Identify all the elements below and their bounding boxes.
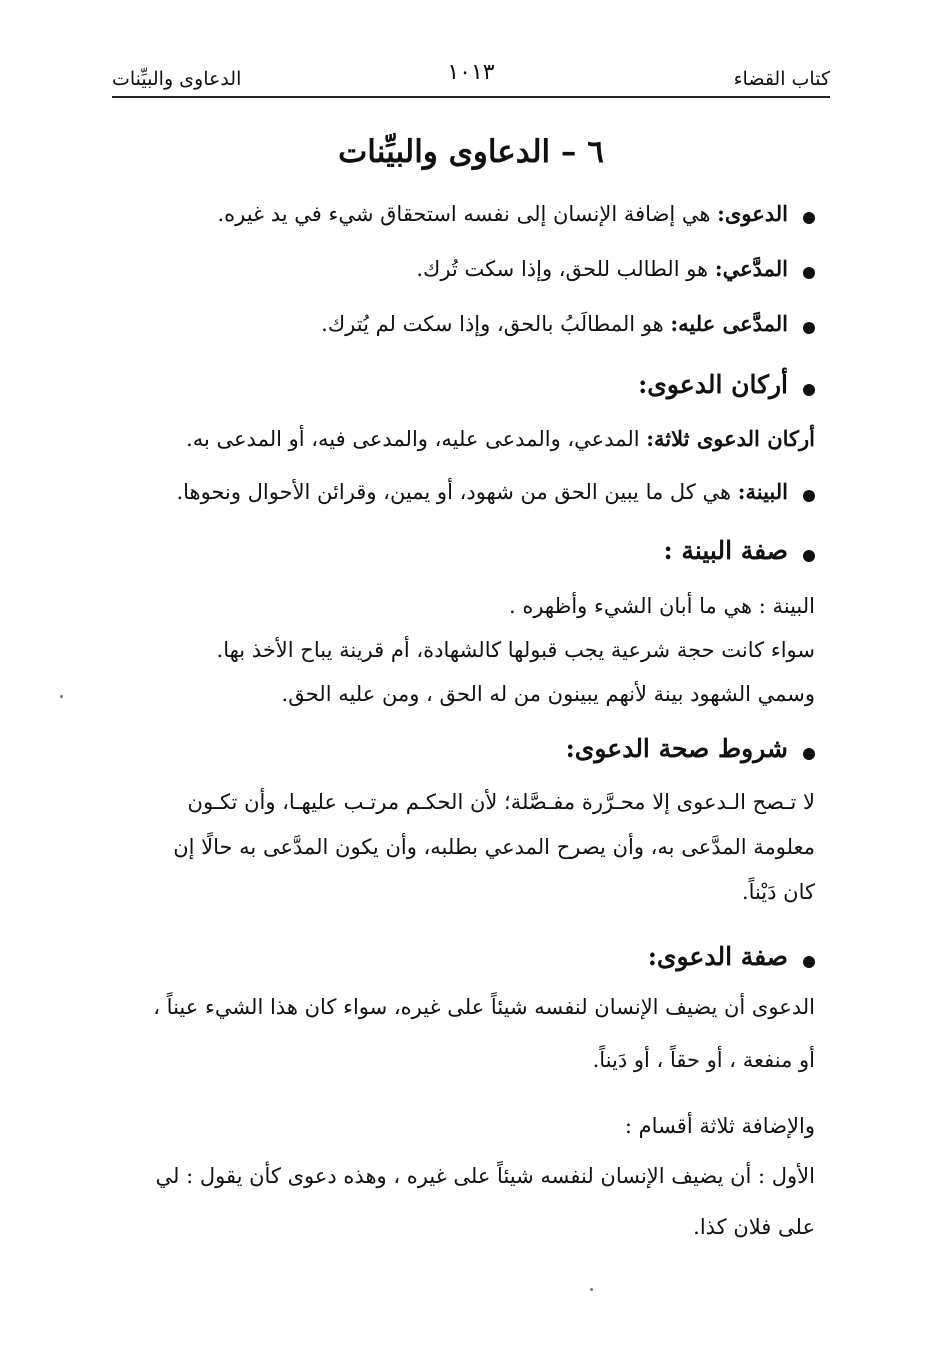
page-number: ١٠١٣ <box>447 60 495 85</box>
definition-text: هو الطالب للحق، وإذا سكت تُرك. <box>416 257 715 281</box>
definition-term: المدَّعي: <box>714 256 788 281</box>
definition-term: الدعوى: <box>717 201 788 226</box>
definition-claim <box>217 201 815 226</box>
evidence-nature-heading: صفة البينة : <box>663 536 815 565</box>
definition-defendant <box>321 311 815 336</box>
validity-line: معلومة المدَّعى به، وأن يصرح المدعي بطلبه، وأن يكون المدَّعى به حالًا إن <box>173 835 815 859</box>
section-title: ٦ – الدعاوى والبيِّنات <box>338 134 604 170</box>
pillars-text <box>186 426 815 451</box>
attribution-line: على فلان كذا. <box>693 1215 815 1239</box>
page-header <box>112 58 830 98</box>
chapter-running-title: الدعاوى والبيِّنات <box>112 68 242 90</box>
pillars-term: أركان الدعوى ثلاثة: <box>646 426 815 451</box>
definition-claimant <box>416 256 815 281</box>
definition-text: هو المطالَبُ بالحق، وإذا سكت لم يُترك. <box>321 312 671 336</box>
evidence-nature-line: وسمي الشهود بينة لأنهم يبينون من له الحق ، ومن عليه الحق. <box>281 682 815 706</box>
claim-nature-heading: صفة الدعوى: <box>648 942 815 971</box>
attribution-intro: والإضافة ثلاثة أقسام : <box>624 1114 815 1138</box>
definition-term: المدَّعى عليه: <box>670 311 788 336</box>
pillars-body: المدعي، والمدعى عليه، والمدعى فيه، أو المدعى به. <box>186 427 647 451</box>
evidence-text: هي كل ما يبين الحق من شهود، أو يمين، وقرائن الأحوال ونحوها. <box>176 480 738 504</box>
book-title: كتاب القضاء <box>733 68 830 90</box>
pillars-heading: أركان الدعوى: <box>638 370 815 399</box>
evidence-nature-line: سواء كانت حجة شرعية يجب قبولها كالشهادة، أم قرينة يباح الأخذ بها. <box>216 638 815 662</box>
claim-nature-line: أو منفعة ، أو حقاً ، أو دَيناً. <box>592 1048 815 1072</box>
header-rule <box>112 96 830 98</box>
evidence-definition <box>176 479 815 504</box>
validity-line: كان دَيْناً. <box>741 880 815 904</box>
scan-speck <box>590 1288 593 1291</box>
claim-nature-line: الدعوى أن يضيف الإنسان لنفسه شيئاً على غيره، سواء كان هذا الشيء عيناً ، <box>153 995 815 1019</box>
evidence-nature-line: البينة : هي ما أبان الشيء وأظهره . <box>508 594 815 618</box>
evidence-term: البينة: <box>737 479 788 504</box>
validity-line: لا تـصح الـدعوى إلا محـرَّرة مفـصَّلة؛ لأن الحكـم مرتـب عليهـا، وأن تكـون <box>187 790 815 814</box>
scan-speck <box>60 695 63 698</box>
definition-text: هي إضافة الإنسان إلى نفسه استحقاق شيء في يد غيره. <box>217 202 718 226</box>
validity-heading: شروط صحة الدعوى: <box>566 734 815 763</box>
attribution-line: الأول : أن يضيف الإنسان لنفسه شيئاً على غيره ، وهذه دعوى كأن يقول : لي <box>155 1164 815 1188</box>
